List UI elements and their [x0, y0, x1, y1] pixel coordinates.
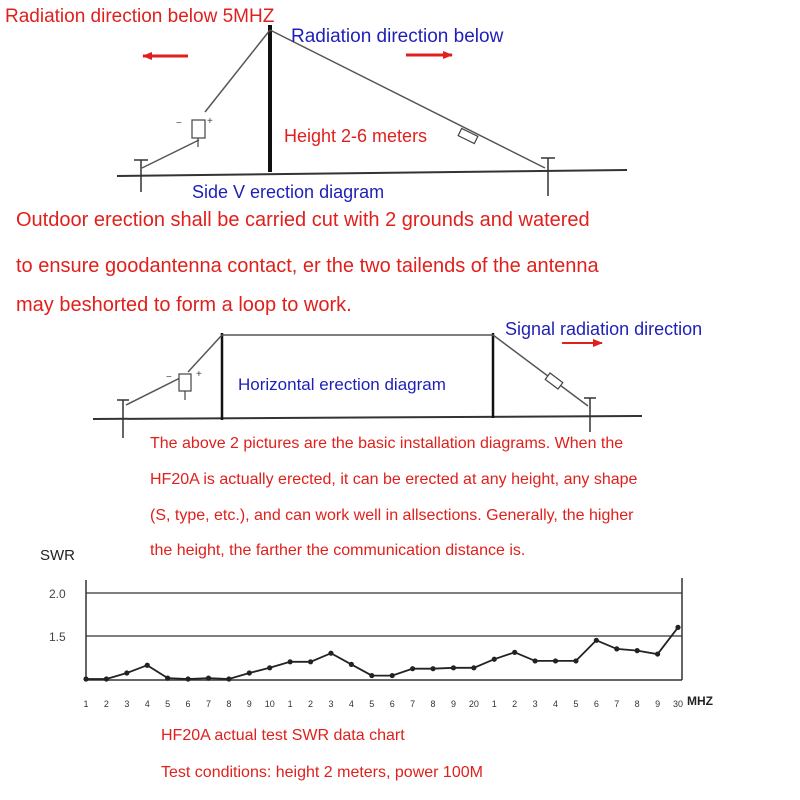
height-label: Height 2-6 meters	[284, 126, 428, 146]
swr-point	[655, 651, 660, 656]
swr-point	[614, 646, 619, 651]
swr-point	[267, 665, 272, 670]
side-v-resistor-icon	[458, 128, 478, 143]
swr-point	[104, 676, 109, 681]
horizontal-balun-icon	[166, 369, 202, 400]
x-tick-label: 7	[410, 699, 416, 709]
swr-point	[492, 657, 497, 662]
x-tick-label: 10	[264, 699, 275, 709]
side-v-left-wire	[205, 30, 270, 112]
horizontal-right-wire	[493, 335, 588, 406]
x-tick-label: 1	[491, 699, 497, 709]
x-tick-label: 7	[614, 699, 620, 709]
swr-point	[390, 673, 395, 678]
horizontal-right-ground-stake-icon	[584, 398, 596, 432]
x-tick-label: 5	[573, 699, 579, 709]
x-tick-label: 5	[165, 699, 171, 709]
swr-point	[185, 676, 190, 681]
x-tick-label: 5	[369, 699, 375, 709]
x-tick-label: 7	[205, 699, 211, 709]
side-v-ground-line	[117, 170, 627, 176]
x-tick-label: 4	[144, 699, 150, 709]
horizontal-caption: Horizontal erection diagram	[238, 375, 446, 394]
swr-point	[573, 658, 578, 663]
side-v-right-wire	[270, 30, 545, 168]
swr-point	[553, 658, 558, 663]
test-conditions: Test conditions: height 2 meters, power 100M	[161, 764, 483, 781]
swr-point	[247, 670, 252, 675]
horizontal-resistor-icon	[545, 373, 563, 389]
y-tick-label-1-5: 1.5	[49, 630, 66, 644]
x-tick-label: 8	[226, 699, 232, 709]
swr-point	[635, 648, 640, 653]
swr-point	[165, 676, 170, 681]
swr-point	[226, 676, 231, 681]
swr-point	[145, 663, 150, 668]
install-note-line-1: The above 2 pictures are the basic installation diagrams. When the	[150, 435, 624, 452]
x-tick-label: 3	[532, 699, 538, 709]
outdoor-note-line-2: to ensure goodantenna contact, er the two tailends of the antenna	[16, 255, 599, 277]
x-tick-label: 3	[124, 699, 130, 709]
x-tick-label: 4	[553, 699, 559, 709]
swr-point	[206, 676, 211, 681]
side-v-diagram	[117, 25, 627, 196]
x-tick-label: 9	[655, 699, 661, 709]
swr-point	[308, 659, 313, 664]
swr-point	[430, 666, 435, 671]
swr-point	[369, 673, 374, 678]
install-note-line-2: HF20A is actually erected, it can be erected at any height, any shape	[150, 471, 638, 488]
swr-point	[83, 676, 88, 681]
horizontal-ground-line	[93, 416, 642, 419]
swr-point	[328, 651, 333, 656]
x-tick-label: 8	[634, 699, 640, 709]
y-tick-label-2-0: 2.0	[49, 587, 66, 601]
swr-point	[349, 662, 354, 667]
x-tick-label: 2	[512, 699, 518, 709]
swr-point	[471, 665, 476, 670]
swr-point	[594, 638, 599, 643]
x-tick-label: 9	[450, 699, 456, 709]
swr-point	[675, 625, 680, 630]
svg-text:−: −	[176, 118, 182, 129]
x-tick-label: 20	[468, 699, 479, 709]
x-tick-label: 6	[185, 699, 191, 709]
x-tick-label: 2	[103, 699, 109, 709]
horizontal-left-wire	[188, 335, 222, 372]
x-tick-label: 8	[430, 699, 436, 709]
x-tick-label: 6	[593, 699, 599, 709]
outdoor-note-line-3: may beshorted to form a loop to work.	[16, 294, 352, 316]
swr-series-line	[86, 627, 678, 679]
swr-point	[124, 670, 129, 675]
side-v-caption: Side V erection diagram	[192, 182, 385, 202]
x-tick-label: 6	[389, 699, 395, 709]
x-tick-label: 1	[287, 699, 293, 709]
swr-point	[533, 658, 538, 663]
swr-point	[451, 665, 456, 670]
y-axis-label: SWR	[40, 547, 75, 564]
x-tick-labels	[83, 699, 683, 709]
side-v-right-ground-stake-icon	[541, 158, 555, 196]
chart-caption: HF20A actual test SWR data chart	[161, 727, 405, 744]
horizontal-feed-lead	[126, 378, 180, 405]
right-direction-label: Radiation direction below	[291, 26, 504, 47]
swr-points	[83, 625, 680, 682]
left-direction-label: Radiation direction below 5MHZ	[5, 6, 275, 27]
x-tick-label: 1	[83, 699, 89, 709]
install-note-line-4: the height, the farther the communication distance is.	[150, 542, 526, 559]
svg-text:+: +	[207, 116, 213, 127]
outdoor-note-line-1: Outdoor erection shall be carried cut with 2 grounds and watered	[16, 209, 590, 231]
swr-point	[288, 659, 293, 664]
x-tick-label: 4	[348, 699, 354, 709]
swr-chart	[40, 547, 713, 709]
x-axis-unit: MHZ	[687, 694, 713, 708]
svg-text:−: −	[166, 372, 172, 383]
x-tick-label: 2	[308, 699, 314, 709]
x-tick-label: 9	[246, 699, 252, 709]
side-v-feed-lead	[142, 140, 199, 168]
x-tick-label: 3	[328, 699, 334, 709]
x-tick-label: 30	[672, 699, 684, 709]
signal-direction-label: Signal radiation direction	[505, 319, 703, 339]
install-note-line-3: (S, type, etc.), and can work well in allsections. Generally, the higher	[150, 507, 634, 524]
swr-point	[512, 650, 517, 655]
swr-point	[410, 666, 415, 671]
svg-text:+: +	[196, 369, 202, 380]
